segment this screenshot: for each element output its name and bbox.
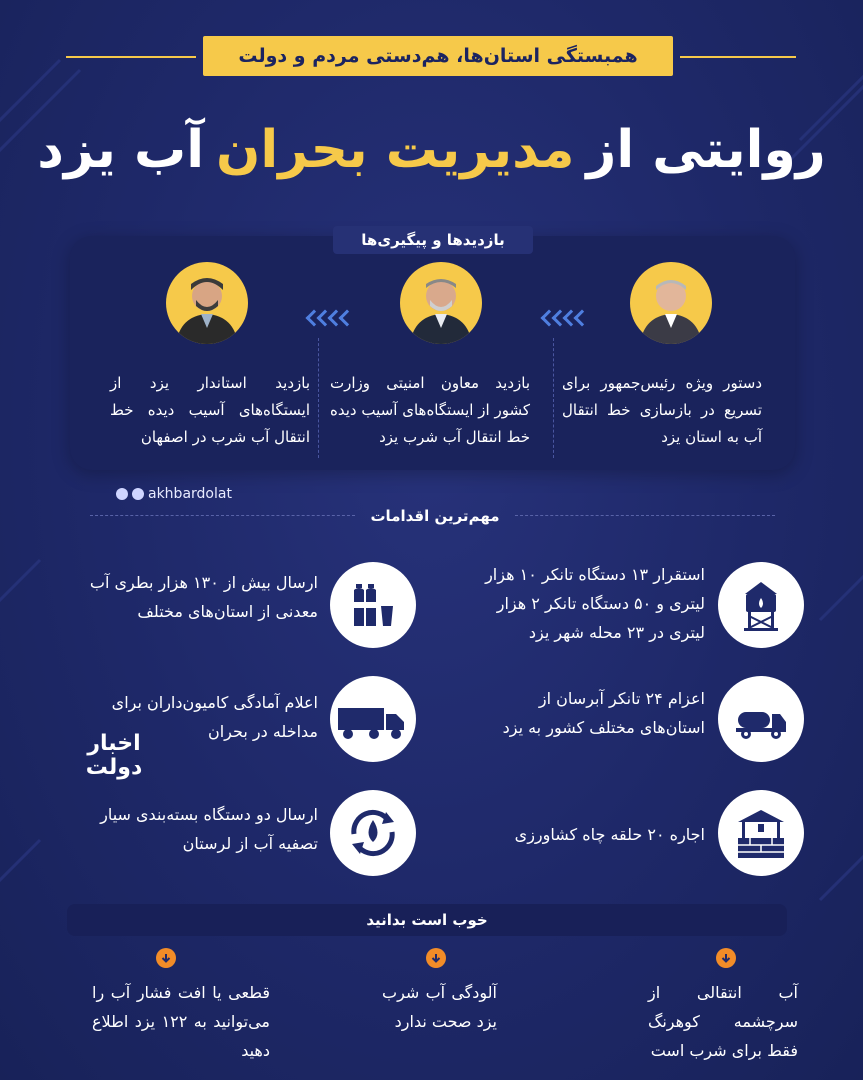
action-item-tankers-deployed: استقرار ۱۳ دستگاه تانکر ۱۰ هزار لیتری و ۵۰ دستگاه تانکر ۲ هزار لیتری در ۲۳ محله شهر یزد — [485, 565, 705, 642]
visits-heading: بازدیدها و پیگیری‌ها — [333, 226, 533, 254]
know-item-contamination: آلودگی آب شرب یزد صحت ندارد — [382, 983, 497, 1031]
water-tanker-icon — [718, 676, 804, 762]
subtitle: همبستگی استان‌ها، هم‌دستی مردم و دولت — [203, 36, 673, 76]
avatar-president — [630, 262, 712, 344]
subtitle-line-left — [66, 56, 196, 58]
action-item-wells: اجاره ۲۰ حلقه چاه کشاورزی — [514, 825, 705, 844]
avatar-governor — [166, 262, 248, 344]
title-part2: آب یزد — [37, 120, 205, 180]
title-part1: روایتی از — [586, 120, 826, 180]
subtitle-line-right — [680, 56, 796, 58]
logo-line1: اخبار — [87, 731, 141, 756]
avatar-deputy-minister — [400, 262, 482, 344]
logo-line2: دولت — [85, 755, 143, 780]
visit-item-president: دستور ویژه رئیس‌جمهور برای تسریع در بازسازی خط انتقال آب به استان یزد — [562, 374, 762, 446]
water-tower-icon — [718, 562, 804, 648]
flow-arrows-1 — [543, 312, 587, 324]
visit-item-deputy: بازدید معاون امنیتی وزارت کشور از ایستگاه‌های آسیب دیده خط انتقال آب شرب یزد — [330, 374, 530, 446]
know-item-report-122: قطعی یا افت فشار آب را می‌توانید به ۱۲۲ یزد اطلاع دهید — [92, 983, 270, 1060]
instagram-icon — [116, 488, 128, 500]
visit-divider-1 — [553, 338, 554, 458]
know-heading: خوب است بدانید — [67, 904, 787, 936]
action-item-purification: ارسال دو دستگاه بسته‌بندی سیار تصفیه آب از لرستان — [100, 805, 318, 853]
arrow-down-icon — [156, 948, 176, 968]
arrow-down-icon — [716, 948, 736, 968]
social-handle — [116, 486, 232, 502]
action-item-truckers: اعلام آمادگی کامیون‌داران برای مداخله در بحران — [111, 693, 318, 741]
arrow-down-icon — [426, 948, 446, 968]
truck-icon — [330, 676, 416, 762]
page-title — [0, 100, 863, 200]
action-item-bottles: ارسال بیش از ۱۳۰ هزار بطری آب معدنی از استان‌های مختلف — [89, 573, 318, 621]
well-icon — [718, 790, 804, 876]
actions-heading: مهم‌ترین اقدامات — [370, 507, 500, 525]
actions-divider-left — [90, 515, 355, 516]
actions-divider-right — [515, 515, 775, 516]
title-highlight: مدیریت بحران — [216, 120, 575, 180]
visit-item-governor: بازدید استاندار یزد از ایستگاه‌های آسیب دیده خط انتقال آب شرب در اصفهان — [110, 374, 310, 446]
flow-arrows-2 — [308, 312, 352, 324]
know-item-koohrang: آب انتقالی از سرچشمه کوهرنگ فقط برای شرب است — [648, 983, 798, 1060]
telegram-icon — [132, 488, 144, 500]
visit-divider-2 — [318, 338, 319, 458]
social-handle-text: akhbardolat — [148, 486, 232, 502]
water-bottles-icon — [330, 562, 416, 648]
water-recycle-icon — [330, 790, 416, 876]
action-item-tankers-sent: اعزام ۲۴ تانکر آبرسان از استان‌های مختلف کشور به یزد — [502, 689, 705, 737]
akhbar-dolat-logo — [84, 732, 144, 784]
